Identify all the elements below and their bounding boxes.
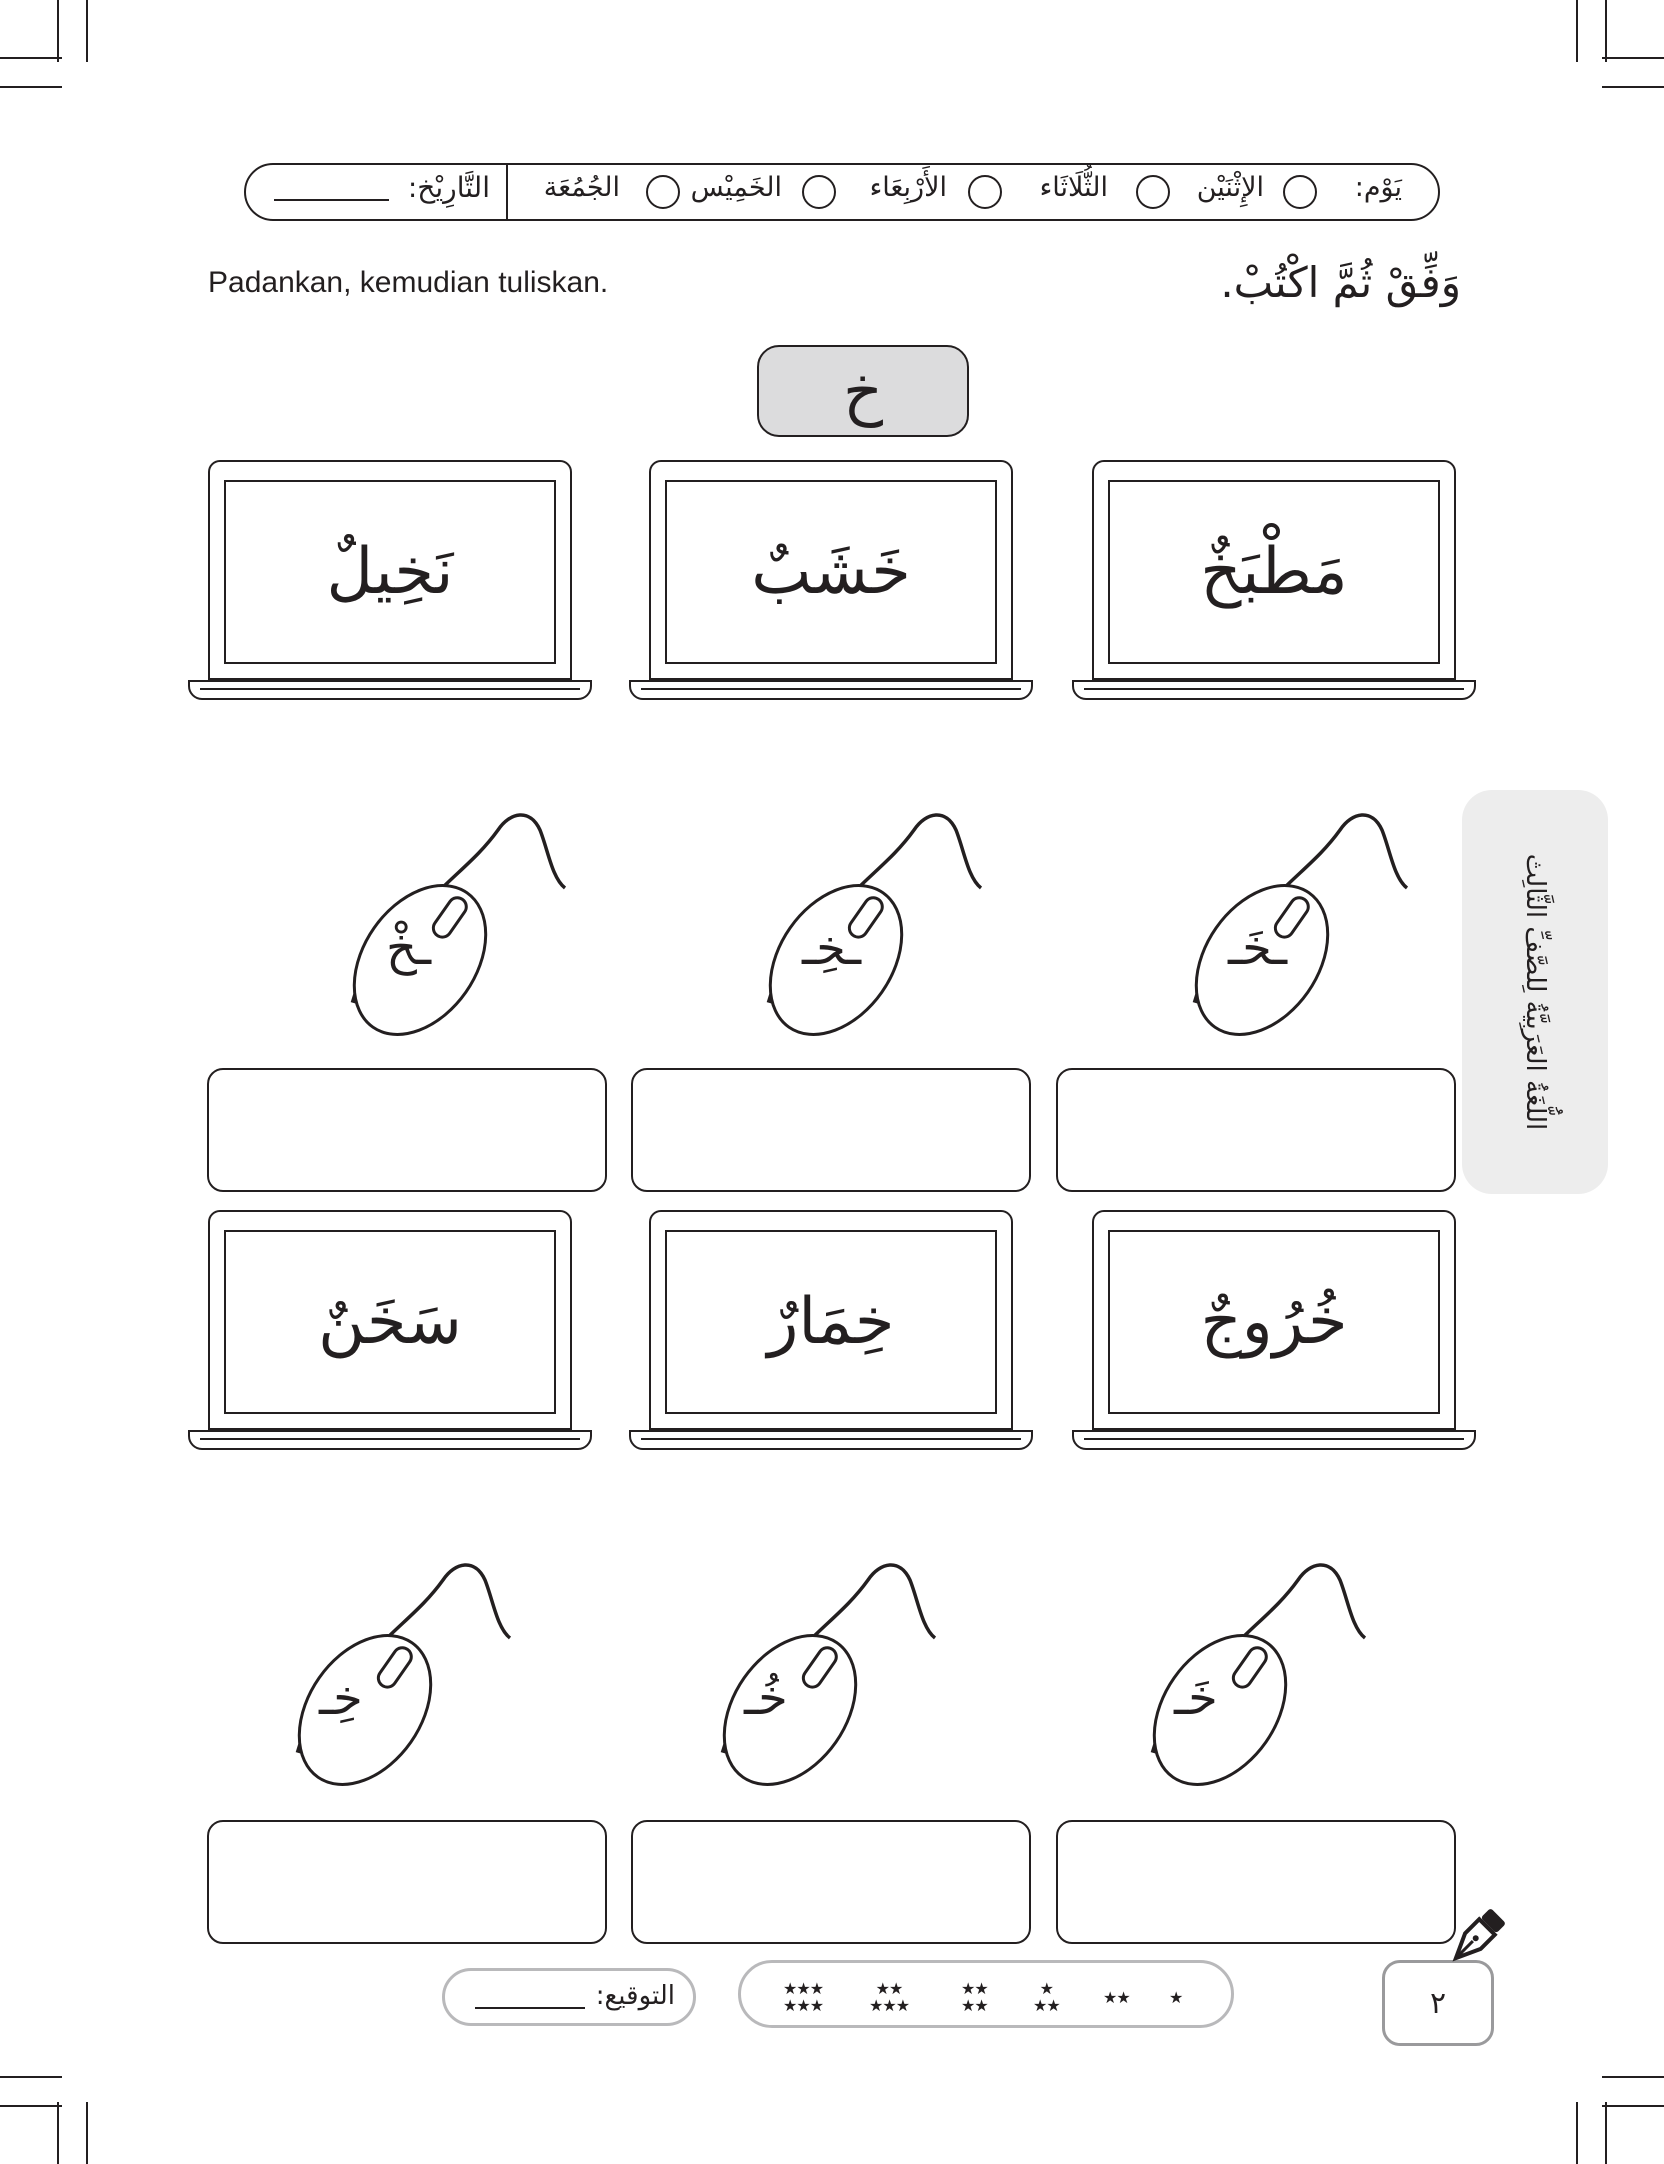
answer-box[interactable] bbox=[1056, 1068, 1456, 1192]
crop-mark bbox=[1602, 2105, 1664, 2107]
star-rating-6[interactable] bbox=[783, 1963, 823, 2031]
mouse-syllable-card[interactable] bbox=[746, 800, 1006, 1060]
crop-mark bbox=[57, 0, 59, 62]
star-rating-bar bbox=[738, 1960, 1234, 2028]
star-icon: ★★ bbox=[961, 1979, 988, 1998]
day-monday: الإِثْنَيْن bbox=[1196, 172, 1264, 203]
mouse-syllable-card[interactable] bbox=[700, 1550, 960, 1810]
mouse-syllable-card[interactable] bbox=[1130, 1550, 1390, 1810]
mouse-syllable: خَـ bbox=[1174, 1670, 1218, 1726]
mouse-syllable-card[interactable] bbox=[1172, 800, 1432, 1060]
crop-mark bbox=[1602, 86, 1664, 88]
crop-mark bbox=[1602, 57, 1664, 59]
laptop-word-card[interactable] bbox=[629, 460, 1033, 710]
day-friday: الجُمُعَة bbox=[543, 172, 620, 203]
laptop-word-card[interactable] bbox=[1072, 460, 1476, 710]
laptop-base bbox=[629, 680, 1033, 700]
target-letter: خ bbox=[757, 345, 969, 437]
laptop-base bbox=[629, 1430, 1033, 1450]
star-icon: ★★ bbox=[875, 1979, 903, 1998]
book-title-side-tab bbox=[1462, 790, 1608, 1194]
book-title: اللُّغَةُ العَرَبِيَّةُ لِلصَّفِّ الثَّالِث bbox=[1520, 853, 1550, 1131]
star-icon: ★★ bbox=[1103, 1987, 1130, 2007]
laptop-word: سَخَنٌ bbox=[224, 1230, 556, 1414]
crop-mark bbox=[1605, 0, 1607, 62]
mouse-syllable: ـخِـ bbox=[802, 920, 862, 976]
mouse-syllable-card[interactable] bbox=[330, 800, 590, 1060]
answer-box[interactable] bbox=[631, 1820, 1031, 1944]
crop-mark bbox=[0, 2076, 62, 2078]
laptop-word: مَطْبَخٌ bbox=[1108, 480, 1440, 664]
radio-friday[interactable] bbox=[646, 175, 680, 209]
radio-monday[interactable] bbox=[1283, 175, 1317, 209]
star-rating-4[interactable] bbox=[961, 1963, 988, 2031]
star-rating-1[interactable] bbox=[1169, 1963, 1182, 2031]
laptop-word: خُرُوجٌ bbox=[1108, 1230, 1440, 1414]
mouse-syllable: خِـ bbox=[319, 1670, 363, 1726]
crop-mark bbox=[0, 86, 62, 88]
signature-write-line[interactable] bbox=[475, 2007, 585, 2009]
instruction-malay: Padankan, kemudian tuliskan. bbox=[208, 266, 609, 299]
instruction-arabic: وَفِّقْ ثُمَّ اكْتُبْ. bbox=[1220, 258, 1461, 307]
day-tuesday: الثُّلَاثَاء bbox=[1039, 172, 1108, 203]
date-label: التَّارِيْخ: bbox=[407, 171, 490, 204]
crop-mark bbox=[86, 2102, 88, 2164]
mouse-syllable: ـخَـ bbox=[1228, 920, 1288, 976]
day-thursday: الخَمِيْس bbox=[690, 172, 782, 203]
crop-mark bbox=[0, 57, 62, 59]
star-icon: ★ bbox=[1039, 1979, 1054, 1998]
mouse-syllable: ـخْ bbox=[386, 920, 432, 976]
day-wednesday: الأَرْبِعَاء bbox=[869, 172, 947, 203]
radio-tuesday[interactable] bbox=[1136, 175, 1170, 209]
star-icon: ★★★ bbox=[783, 1996, 824, 2015]
star-icon: ★★ bbox=[1033, 1996, 1060, 2015]
crop-mark bbox=[86, 0, 88, 62]
crop-mark bbox=[57, 2102, 59, 2164]
laptop-word: خِمَارٌ bbox=[665, 1230, 997, 1414]
page-number: ٢ bbox=[1382, 1960, 1494, 2046]
laptop-base bbox=[1072, 1430, 1476, 1450]
crop-mark bbox=[1576, 0, 1578, 62]
crop-mark bbox=[1602, 2076, 1664, 2078]
signature-label: التوقيع: bbox=[595, 1981, 675, 2011]
laptop-word: نَخِيلٌ bbox=[224, 480, 556, 664]
star-rating-5[interactable] bbox=[869, 1963, 909, 2031]
mouse-syllable-card[interactable] bbox=[275, 1550, 535, 1810]
star-icon: ★★★ bbox=[869, 1996, 910, 2015]
radio-wednesday[interactable] bbox=[968, 175, 1002, 209]
laptop-base bbox=[188, 680, 592, 700]
pen-nib-icon bbox=[1440, 1904, 1510, 1974]
date-write-line[interactable] bbox=[274, 199, 389, 201]
laptop-word-card[interactable] bbox=[188, 460, 592, 710]
laptop-base bbox=[188, 1430, 592, 1450]
star-rating-3[interactable] bbox=[1033, 1963, 1060, 2031]
laptop-base bbox=[1072, 680, 1476, 700]
laptop-word-card[interactable] bbox=[629, 1210, 1033, 1460]
radio-thursday[interactable] bbox=[802, 175, 836, 209]
mouse-syllable: خُـ bbox=[744, 1670, 788, 1726]
star-icon: ★★★ bbox=[783, 1979, 824, 1998]
signature-field[interactable] bbox=[442, 1968, 696, 2026]
laptop-word-card[interactable] bbox=[1072, 1210, 1476, 1460]
date-field[interactable] bbox=[244, 163, 508, 221]
laptop-word-card[interactable] bbox=[188, 1210, 592, 1460]
star-icon: ★ bbox=[1169, 1987, 1183, 2007]
answer-box[interactable] bbox=[631, 1068, 1031, 1192]
crop-mark bbox=[1576, 2102, 1578, 2164]
star-rating-2[interactable] bbox=[1103, 1963, 1130, 2031]
crop-mark bbox=[0, 2105, 62, 2107]
laptop-word: خَشَبٌ bbox=[665, 480, 997, 664]
answer-box[interactable] bbox=[207, 1068, 607, 1192]
star-icon: ★★ bbox=[961, 1996, 988, 2015]
answer-box[interactable] bbox=[207, 1820, 607, 1944]
day-label: يَوْم: bbox=[1354, 172, 1402, 203]
answer-box[interactable] bbox=[1056, 1820, 1456, 1944]
crop-mark bbox=[1605, 2102, 1607, 2164]
